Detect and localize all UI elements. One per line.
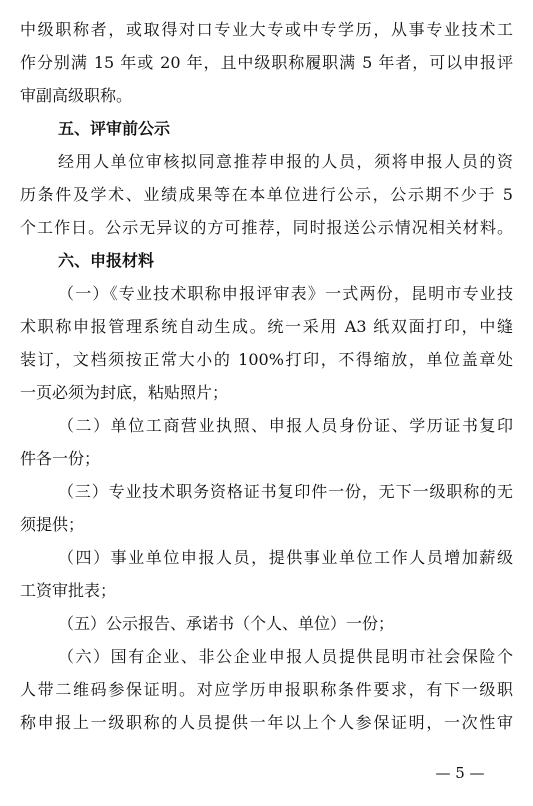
body-line-3: 审副高级职称。 <box>20 86 133 105</box>
body-line-1: 中级职称者，或取得对口专业大专或中专学历，从事专业技术工 <box>20 20 513 39</box>
body-line-5: 经用人单位审核拟同意推荐申报的人员，须将申报人员的资 <box>58 152 513 171</box>
body-line-10: 术职称申报管理系统自动生成。统一采用 A3 纸双面打印，中缝 <box>20 317 513 336</box>
body-line-2: 作分别满 15 年或 20 年，且中级职称履职满 5 年者，可以申报评 <box>20 53 513 72</box>
body-line-15: （三）专业技术职务资格证书复印件一份，无下一级职称的无 <box>58 482 513 501</box>
section-heading-publicity: 五、评审前公示 <box>58 119 171 138</box>
body-line-17: （四）事业单位申报人员，提供事业单位工作人员增加薪级 <box>58 548 513 567</box>
body-line-14: 件各一份； <box>20 449 101 468</box>
body-line-13: （二）单位工商营业执照、申报人员身份证、学历证书复印 <box>58 416 513 435</box>
body-line-18: 工资审批表； <box>20 581 117 600</box>
section-heading-materials: 六、申报材料 <box>58 251 155 270</box>
body-line-21: 人带二维码参保证明。对应学历申报职称条件要求，有下一级职 <box>20 680 513 699</box>
body-line-7: 个工作日。公示无异议的方可推荐，同时报送公示情况相关材料。 <box>20 218 513 237</box>
body-line-12: 一页必须为封底，粘贴照片； <box>20 383 229 402</box>
body-line-19: （五）公示报告、承诺书（个人、单位）一份； <box>58 614 395 633</box>
body-line-9: （一）《专业技术职称申报评审表》一式两份，昆明市专业技 <box>58 284 513 303</box>
body-line-22: 称申报上一级职称的人员提供一年以上个人参保证明，一次性审 <box>20 713 513 732</box>
body-line-6: 历条件及学术、业绩成果等在本单位进行公示，公示期不少于 5 <box>20 185 513 204</box>
body-line-16: 须提供； <box>20 515 85 534</box>
body-line-20: （六）国有企业、非公企业申报人员提供昆明市社会保险个 <box>58 647 513 666</box>
body-line-11: 装订，文档须按正常大小的 100%打印，不得缩放，单位盖章处 <box>20 350 513 369</box>
page-number: — 5 — <box>435 764 485 782</box>
